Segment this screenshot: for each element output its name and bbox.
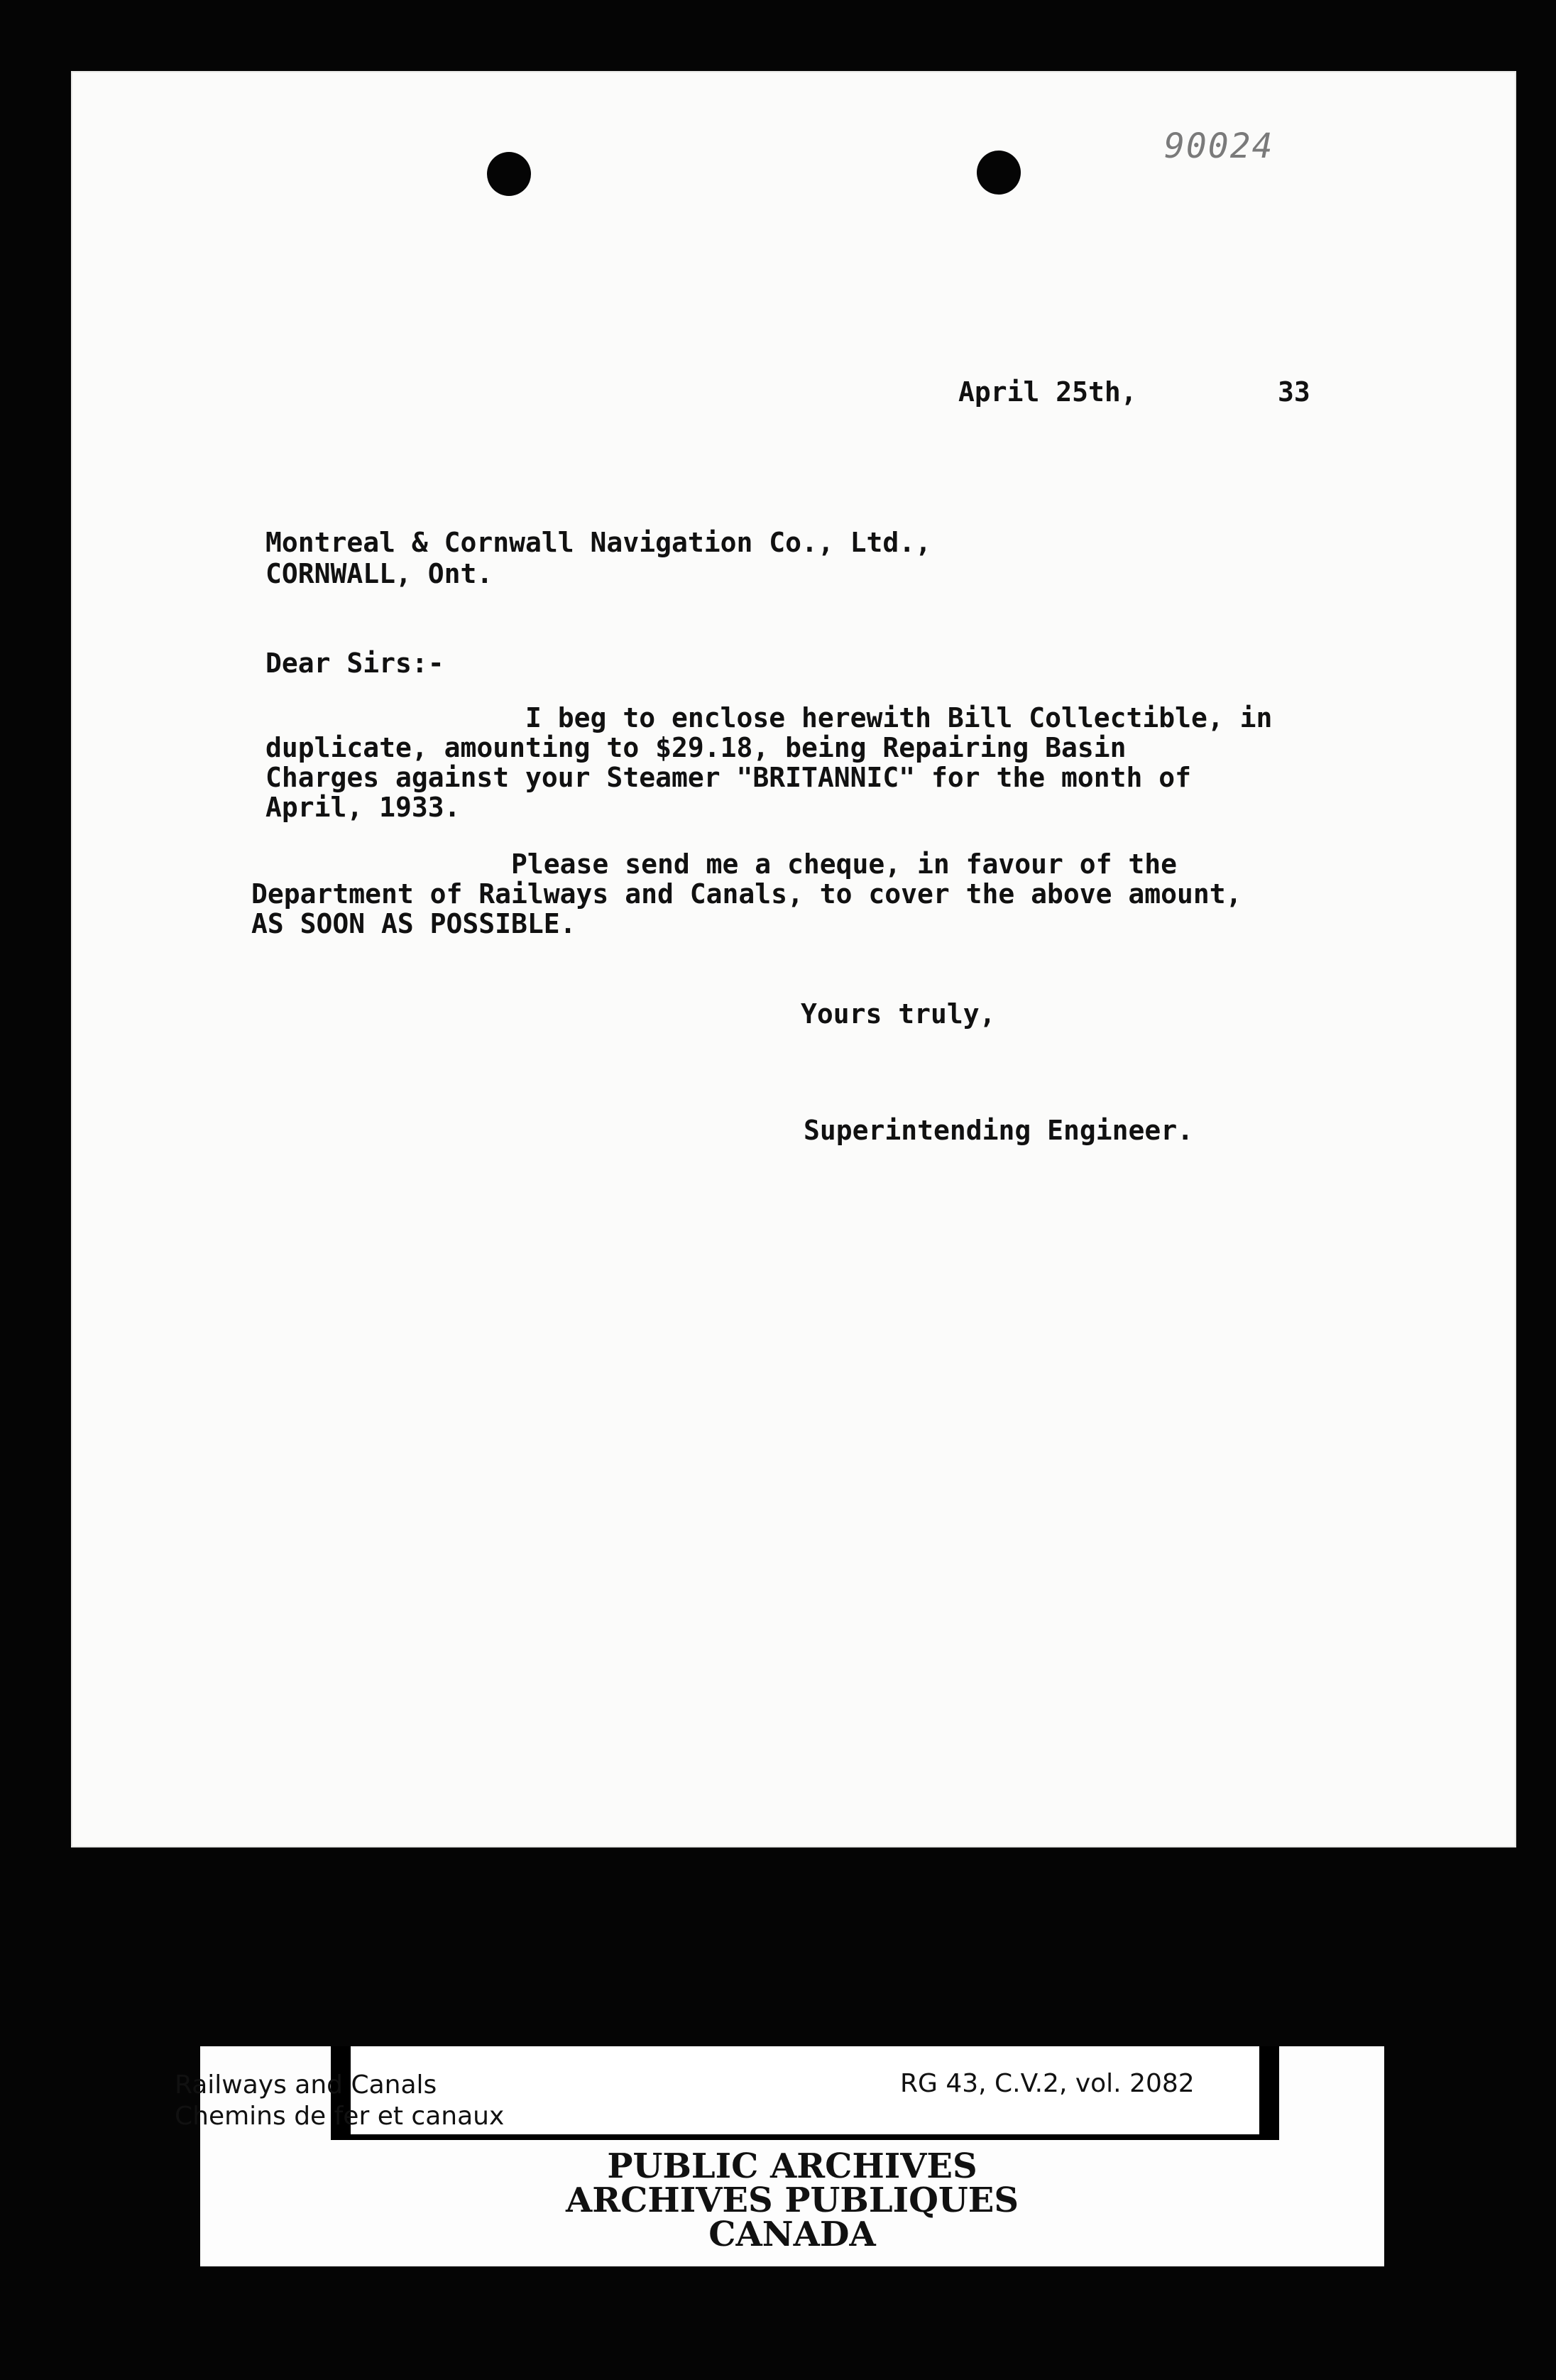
punch-hole-left	[487, 152, 531, 196]
handwritten-document-number: 90024	[1164, 126, 1274, 166]
recipient-name: Montreal & Cornwall Navigation Co., Ltd.,	[265, 527, 931, 558]
signature-title: Superintending Engineer.	[804, 1115, 1194, 1146]
body-paragraph-1: I beg to enclose herewith Bill Collectible, in duplicate, amounting to $29.18, being Repairing Basin Charges against your Steamer "BRITANNIC" for the month of April, 1933.	[265, 702, 1273, 823]
body-paragraph-2: Please send me a cheque, in favour of the Department of Railways and Canals, to cover the above amount, AS SOON AS POSSIBLE.	[251, 848, 1242, 939]
department-french: Chemins de fer et canaux	[175, 2102, 505, 2131]
archives-title-english: PUBLIC ARCHIVES	[607, 2146, 977, 2186]
closing: Yours truly,	[801, 998, 996, 1030]
salutation: Dear Sirs:-	[265, 648, 444, 679]
archive-reference: RG 43, C.V.2, vol. 2082	[900, 2069, 1195, 2098]
recipient-location: CORNWALL, Ont.	[265, 558, 493, 589]
archives-country: CANADA	[708, 2215, 876, 2254]
department-english: Railways and Canals	[175, 2070, 437, 2100]
letter-date-year: 33	[1278, 376, 1310, 408]
letter-sheet	[71, 71, 1516, 1847]
punch-hole-right	[977, 151, 1021, 195]
letter-date: April 25th,	[958, 376, 1137, 408]
archives-title-french: ARCHIVES PUBLIQUES	[566, 2180, 1019, 2220]
